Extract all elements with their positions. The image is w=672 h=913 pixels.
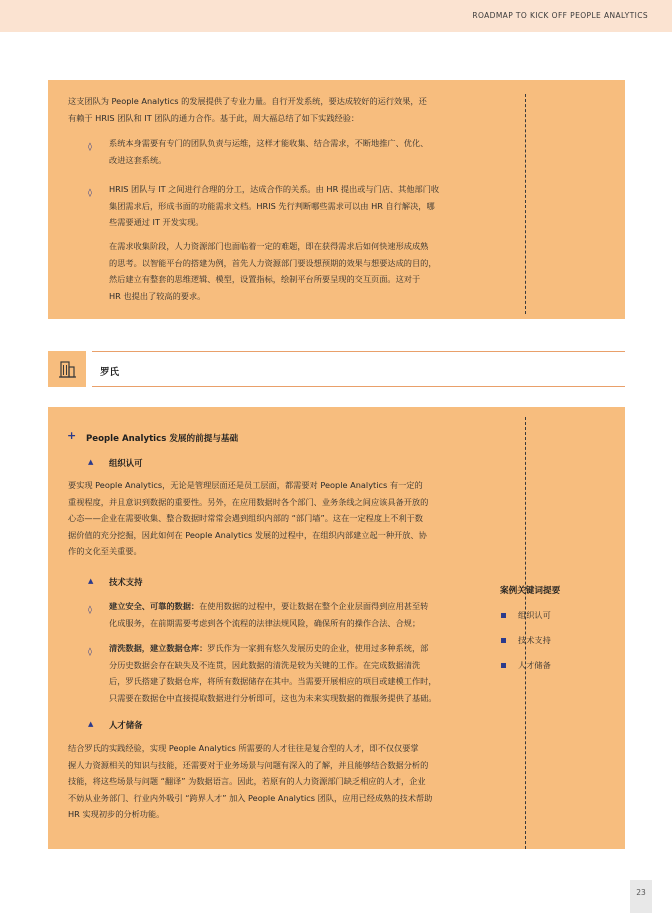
keyword-item: 人才储备 [518,660,551,670]
building-icon [48,351,86,387]
triangle-icon: ▲ [88,577,94,585]
diamond-icon [88,188,92,197]
subheading-talent: 人才储备 [109,720,143,730]
bullet-item [109,135,469,168]
text-line: 不妨从业务部门、行业内外吸引 “跨界人才” 加入 People Analytics 团队，应用已经成熟的技术帮助 [68,792,433,803]
tech-item-2 [109,640,479,706]
main-heading: People Analytics 发展的前提与基础 [86,434,239,444]
triangle-icon: ▲ [88,458,94,466]
triangle-icon: ▲ [88,720,94,728]
text-line: 只需要在数据仓中直接提取数据进行分析即可，这也为未来实现数据的微服务提供了基础。 [109,692,437,703]
bold-lead: 清洗数据，建立数据仓库： [109,643,208,653]
bullet-item [109,181,469,231]
case-box-luoshi [48,407,625,849]
text-line: HR 实现初步的分析功能。 [68,809,165,819]
text-line: 重视程度，并且意识到数据的重要性。另外，在应用数据时各个部门、业务条线之间应该具备开放的 [68,496,429,507]
sub-paragraph [109,238,469,304]
text-line: 后，罗氏搭建了数据仓库，将所有数据储存在其中。当需要开展相应的项目或建模工作时， [109,676,437,686]
text-span: 在使用数据的过程中，要让数据在整个企业层面得到应用甚至转 [199,601,429,611]
text-line: 些需要通过 IT 开发实现。 [109,217,204,227]
text-line: 分历史数据会存在缺失及不连贯，因此数据的清洗是较为关键的工作。在完成数据清洗 [109,659,421,670]
text-line: 握人力资源相关的知识与技能，还需要对于业务场景与问题有深入的了解，并且能够结合数据分析的 [68,759,429,770]
square-icon [501,638,506,643]
square-icon [501,613,506,618]
text-line: HRIS 团队与 IT 之间进行合理的分工，达成合作的关系。由 HR 提出或与门店、其他部门收 [109,184,440,194]
section-title: 罗氏 [100,367,120,378]
summary-box-zhoudafu [48,80,625,319]
text-line: 作的文化至关重要。 [68,546,142,556]
talent-paragraph [68,740,480,823]
header-band [0,0,672,32]
keywords-title: 案例关键词提要 [500,586,561,596]
header-title: ROADMAP TO KICK OFF PEOPLE ANALYTICS [472,11,648,20]
subheading-org: 组织认可 [109,458,143,468]
text-line: 结合罗氏的实践经验，实现 People Analytics 所需要的人才往往是复合型的人才，即不仅仅要掌 [68,743,419,753]
section-header [48,351,625,387]
plus-icon: + [67,429,77,442]
diamond-icon [88,142,92,151]
diamond-icon [88,647,92,656]
text-line: 化成服务，在前期需要考虑到各个流程的法律法规风险，确保所有的操作合法、合规； [109,617,421,628]
square-icon [501,663,506,668]
text-line [109,640,479,657]
text-line: 这支团队为 People Analytics 的发展提供了专业力量。自行开发系统，要达成较好的运行效果，还 [68,96,427,106]
text-line: HR 也提出了较高的要求。 [109,290,206,301]
rule-line [92,386,625,387]
text-line: 要实现 People Analytics，无论是管理层面还是员工层面，都需要对 People Analytics 有一定的 [68,480,423,490]
page-number: 23 [630,880,652,913]
org-paragraph [68,477,480,560]
tech-item-1 [109,598,479,631]
keyword-item: 技术支持 [518,635,551,645]
subheading-tech: 技术支持 [109,577,143,587]
text-line: 集团需求后，形成书面的功能需求文档。HRIS 先行判断哪些需求可以由 HR 自行解决，哪 [109,200,435,211]
text-line: 据价值的充分挖掘，因此如何在 People Analytics 发展的过程中，在组织内部建立起一种开放、协 [68,529,427,540]
keyword-item: 组织认可 [518,610,551,620]
text-line: 有赖于 HRIS 团队和 IT 团队的通力合作。基于此，周大福总结了如下实践经验： [68,112,360,123]
text-span: 罗氏作为一家拥有悠久发展历史的企业，使用过多种系统，部 [207,643,429,653]
text-line: 然后建立有整套的思维逻辑、模型，设置指标，绘制平台所要呈现的交互页面。这对于 [109,274,421,284]
text-line: 的思考。以智能平台的搭建为例，首先人力资源部门要设想预期的效果与想要达成的目的， [109,257,437,268]
text-line: 系统本身需要有专门的团队负责与运维，这样才能收集、结合需求，不断地推广、优化、 [109,138,429,148]
text-line: 在需求收集阶段，人力资源部门也面临着一定的难题，即在获得需求后如何快速形成成熟 [109,241,429,251]
dashed-divider [525,417,526,849]
diamond-icon [88,605,92,614]
text-line: 技能，将这些场景与问题 “翻译” 为数据语言。因此，若原有的人力资源部门缺乏相应的人才，企业 [68,776,426,786]
dashed-divider [525,94,526,314]
bold-lead: 建立安全、可靠的数据： [109,601,200,611]
text-line [109,598,479,615]
text-line: 心态——企业在需要收集、整合数据时常常会遇到组织内部的 “部门墙”。这在一定程度上不利于数 [68,513,423,523]
rule-line [92,351,625,352]
text-line: 改进这套系统。 [109,154,167,165]
intro-paragraph [68,93,468,126]
